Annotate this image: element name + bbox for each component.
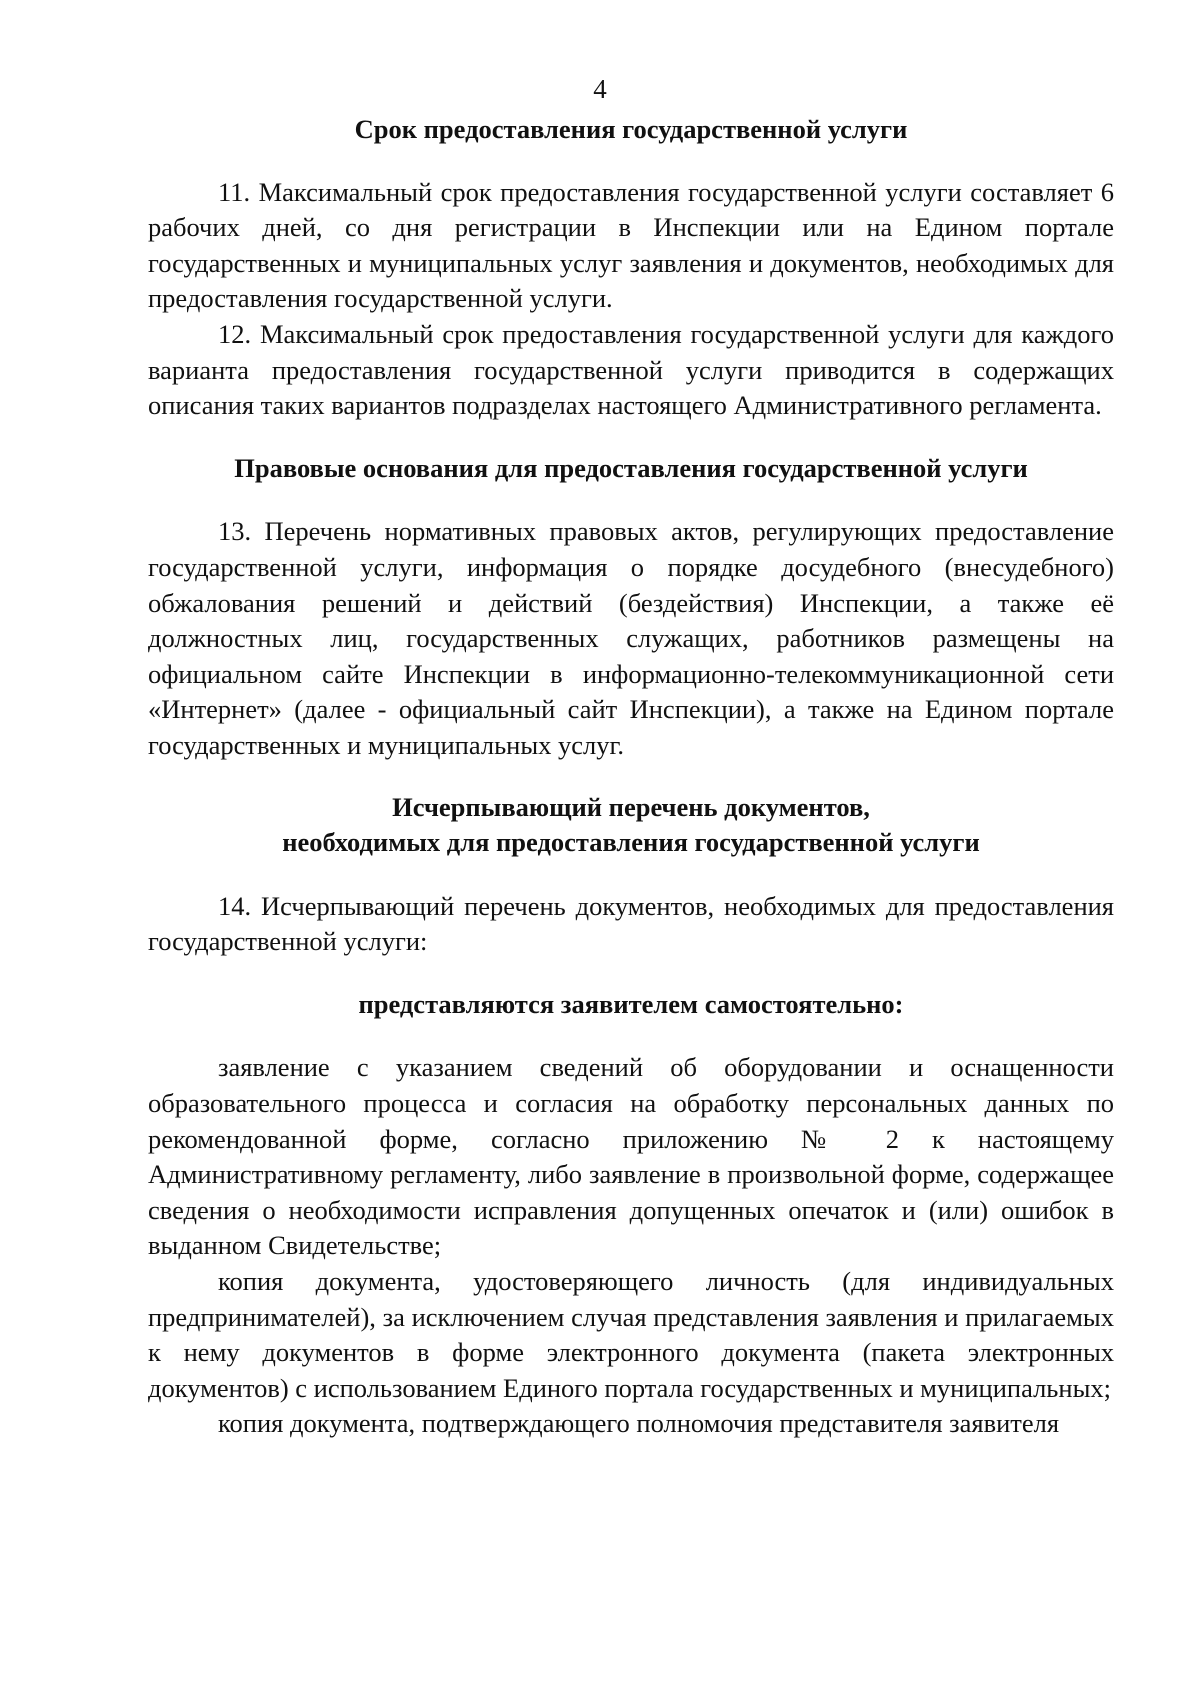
- heading-submitted-by-applicant: представляются заявителем самостоятельно:: [358, 988, 904, 1019]
- paragraph-representative-document: копия документа, подтверждающего полномочия представителя заявителя: [218, 1408, 1060, 1439]
- document-body: [148, 112, 1114, 1442]
- paragraph-12: 12. Максимальный срок предоставления государственной услуги для каждого варианта предоставления государственной услуги приводится в содержащих описания таких вариантов подразделах настоящего Административного регламента.: [148, 318, 1114, 421]
- heading-documents-line-2: необходимых для предоставления государственной услуги: [282, 827, 980, 858]
- paragraph-identity-document: копия документа, удостоверяющего личность (для индивидуальных предпринимателей), за исключением случая представления заявления и прилагаемых к нему документов в форме электронного документа (пакета электронных документов) с использованием Единого портала государственных и муниципальных;: [148, 1266, 1114, 1403]
- heading-service-term: Срок предоставления государственной услуги: [354, 114, 908, 144]
- heading-documents-list: [148, 790, 1114, 861]
- page-number: 4: [593, 74, 607, 104]
- paragraph-14: 14. Исчерпывающий перечень документов, необходимых для предоставления государственной услуги:: [148, 890, 1114, 957]
- paragraph-11: 11. Максимальный срок предоставления государственной услуги составляет 6 рабочих дней, со дня регистрации в Инспекции или на Едином портале государственных и муниципальных услуг заявления и документов, необходимых для предоставления государственной услуги.: [148, 176, 1114, 314]
- paragraph-13: 13. Перечень нормативных правовых актов, регулирующих предоставление государственной услуги, информация о порядке досудебного (внесудебного) обжалования решений и действий (бездействия) Инспекции, а также её должностных лиц, государственных служащих, работников размещены на официальном сайте Инспекции в информационно-телекоммуникационной сети «Интернет» (далее - официальный сайт Инспекции), а также на Едином портале государственных и муниципальных услуг.: [148, 516, 1114, 760]
- heading-documents-line-1: Исчерпывающий перечень документов,: [392, 791, 870, 822]
- heading-legal-grounds: Правовые основания для предоставления государственной услуги: [234, 452, 1028, 483]
- paragraph-application: заявление с указанием сведений об оборудовании и оснащенности образовательного процесса и согласия на обработку персональных данных по рекомендованной форме, согласно приложению № 2 к настоящему Административному регламенту, либо заявление в произвольной форме, содержащее сведения о необходимости исправления допущенных опечаток и (или) ошибок в выданном Свидетельстве;: [148, 1052, 1114, 1261]
